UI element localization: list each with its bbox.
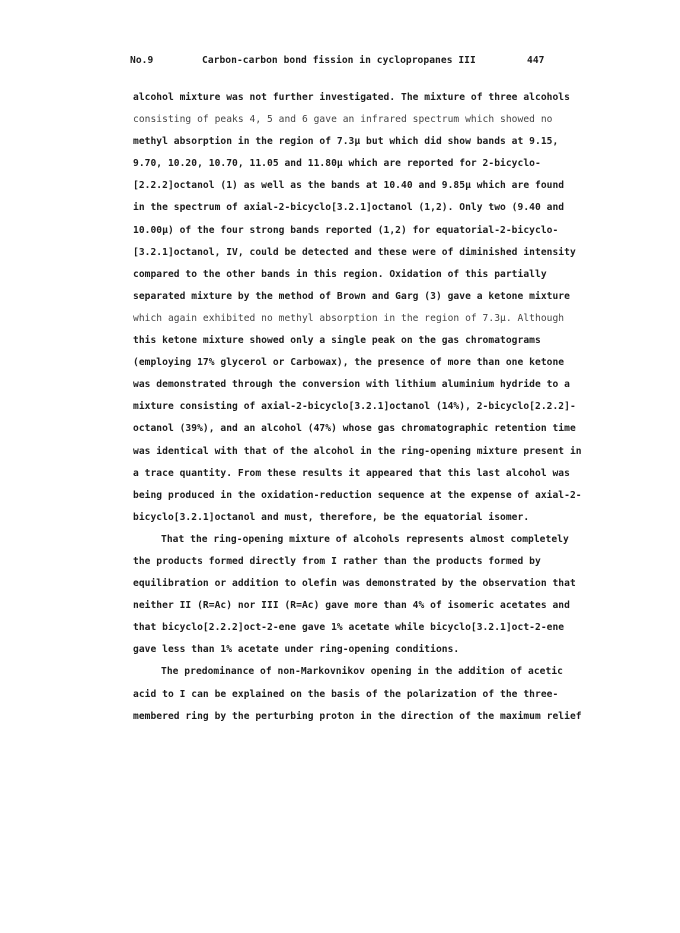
body-text — [133, 87, 582, 728]
text-line: separated mixture by the method of Brown and Garg (3) gave a ketone mixture — [133, 290, 570, 302]
text-line: That the ring-opening mixture of alcohols represents almost completely — [161, 533, 569, 545]
text-line: a trace quantity. From these results it appeared that this last alcohol was — [133, 467, 570, 479]
text-line: gave less than 1% acetate under ring-opening conditions. — [133, 644, 460, 656]
text-line: that bicyclo[2.2.2]oct-2-ene gave 1% acetate while bicyclo[3.2.1]oct-2-ene — [133, 622, 565, 634]
page-number: 447 — [527, 55, 545, 66]
text-line: methyl absorption in the region of 7.3μ but which did show bands at 9.15, — [133, 136, 559, 148]
text-line: consisting of peaks 4, 5 and 6 gave an infrared spectrum which showed no — [133, 114, 553, 126]
text-line: was identical with that of the alcohol in the ring-opening mixture present in — [133, 445, 582, 457]
text-line: equilibration or addition to olefin was demonstrated by the observation that — [133, 578, 576, 590]
text-line: membered ring by the perturbing proton in the direction of the maximum relief — [133, 710, 582, 722]
text-line: alcohol mixture was not further investigated. The mixture of three alcohols — [133, 92, 570, 103]
text-line: octanol (39%), and an alcohol (47%) whose gas chromatographic retention time — [133, 423, 576, 435]
text-line: in the spectrum of axial-2-bicyclo[3.2.1]octanol (1,2). Only two (9.40 and — [133, 202, 565, 214]
text-line: was demonstrated through the conversion with lithium aluminium hydride to a — [133, 379, 570, 391]
running-title: Carbon-carbon bond fission in cyclopropanes III — [202, 55, 476, 66]
text-line: this ketone mixture showed only a single peak on the gas chromatograms — [133, 335, 541, 347]
text-line: the products formed directly from I rather than the products formed by — [133, 555, 541, 567]
text-line: mixture consisting of axial-2-bicyclo[3.2.1]octanol (14%), 2-bicyclo[2.2.2]- — [133, 401, 576, 413]
text-line: neither II (R=Ac) nor III (R=Ac) gave more than 4% of isomeric acetates and — [133, 600, 570, 612]
text-line: 9.70, 10.20, 10.70, 11.05 and 11.80μ which are reported for 2-bicyclo- — [133, 158, 541, 170]
text-line: compared to the other bands in this region. Oxidation of this partially — [133, 268, 547, 280]
text-line: The predominance of non-Markovnikov opening in the addition of acetic — [161, 666, 563, 678]
journal-number: No.9 — [130, 55, 154, 66]
text-line: [3.2.1]octanol, IV, could be detected and these were of diminished intensity — [133, 246, 576, 258]
text-line: acid to I can be explained on the basis of the polarization of the three- — [133, 688, 559, 700]
text-line: bicyclo[3.2.1]octanol and must, therefore, be the equatorial isomer. — [133, 511, 530, 523]
text-line: being produced in the oxidation-reduction sequence at the expense of axial-2- — [133, 489, 582, 501]
text-line: which again exhibited no methyl absorption in the region of 7.3μ. Although — [133, 312, 565, 324]
running-header — [130, 55, 550, 69]
text-line: [2.2.2]octanol (1) as well as the bands at 10.40 and 9.85μ which are found — [133, 180, 565, 192]
text-line: 10.00μ) of the four strong bands reported (1,2) for equatorial-2-bicyclo- — [133, 224, 559, 236]
text-line: (employing 17% glycerol or Carbowax), the presence of more than one ketone — [133, 357, 565, 369]
